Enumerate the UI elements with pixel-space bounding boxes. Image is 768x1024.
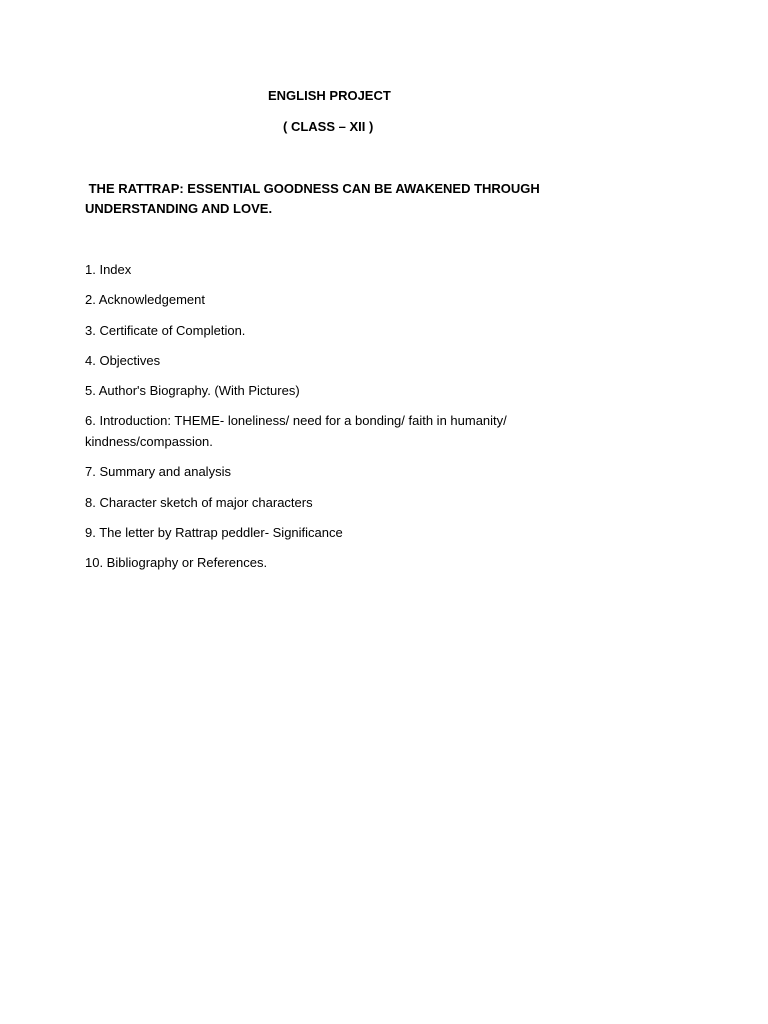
project-heading-line: UNDERSTANDING AND LOVE. — [85, 201, 273, 216]
document-subtitle: ( CLASS – XII ) — [283, 119, 374, 134]
index-item-text: 5. Author's Biography. (With Pictures) — [85, 383, 300, 399]
index-item-text: 7. Summary and analysis — [85, 464, 231, 480]
index-item — [85, 321, 565, 342]
index-item — [85, 411, 565, 452]
index-item-text: 2. Acknowledgement — [85, 292, 205, 308]
index-item-text: 4. Objectives — [85, 352, 161, 368]
index-item — [85, 290, 565, 311]
index-item — [85, 493, 565, 514]
index-item — [85, 462, 565, 483]
index-item — [85, 260, 565, 281]
index-item-text: 1. Index — [85, 262, 132, 277]
index-item — [85, 523, 565, 544]
index-item — [85, 553, 565, 574]
index-item-text: 3. Certificate of Completion. — [85, 322, 246, 338]
index-item-text: 10. Bibliography or References. — [85, 555, 268, 571]
index-list — [85, 260, 565, 583]
index-item — [85, 351, 565, 372]
index-item-text: kindness/compassion. — [85, 433, 213, 449]
index-item — [85, 381, 565, 402]
index-item-text: 9. The letter by Rattrap peddler- Significance — [85, 524, 343, 540]
document-title: ENGLISH PROJECT — [268, 88, 391, 103]
index-item-text: 6. Introduction: THEME- loneliness/ need for a bonding/ faith in humanity/ — [85, 413, 507, 429]
project-heading-line: THE RATTRAP: ESSENTIAL GOODNESS CAN BE AWAKENED THROUGH — [85, 181, 540, 196]
project-heading — [85, 179, 555, 219]
index-item-text: 8. Character sketch of major characters — [85, 494, 313, 510]
